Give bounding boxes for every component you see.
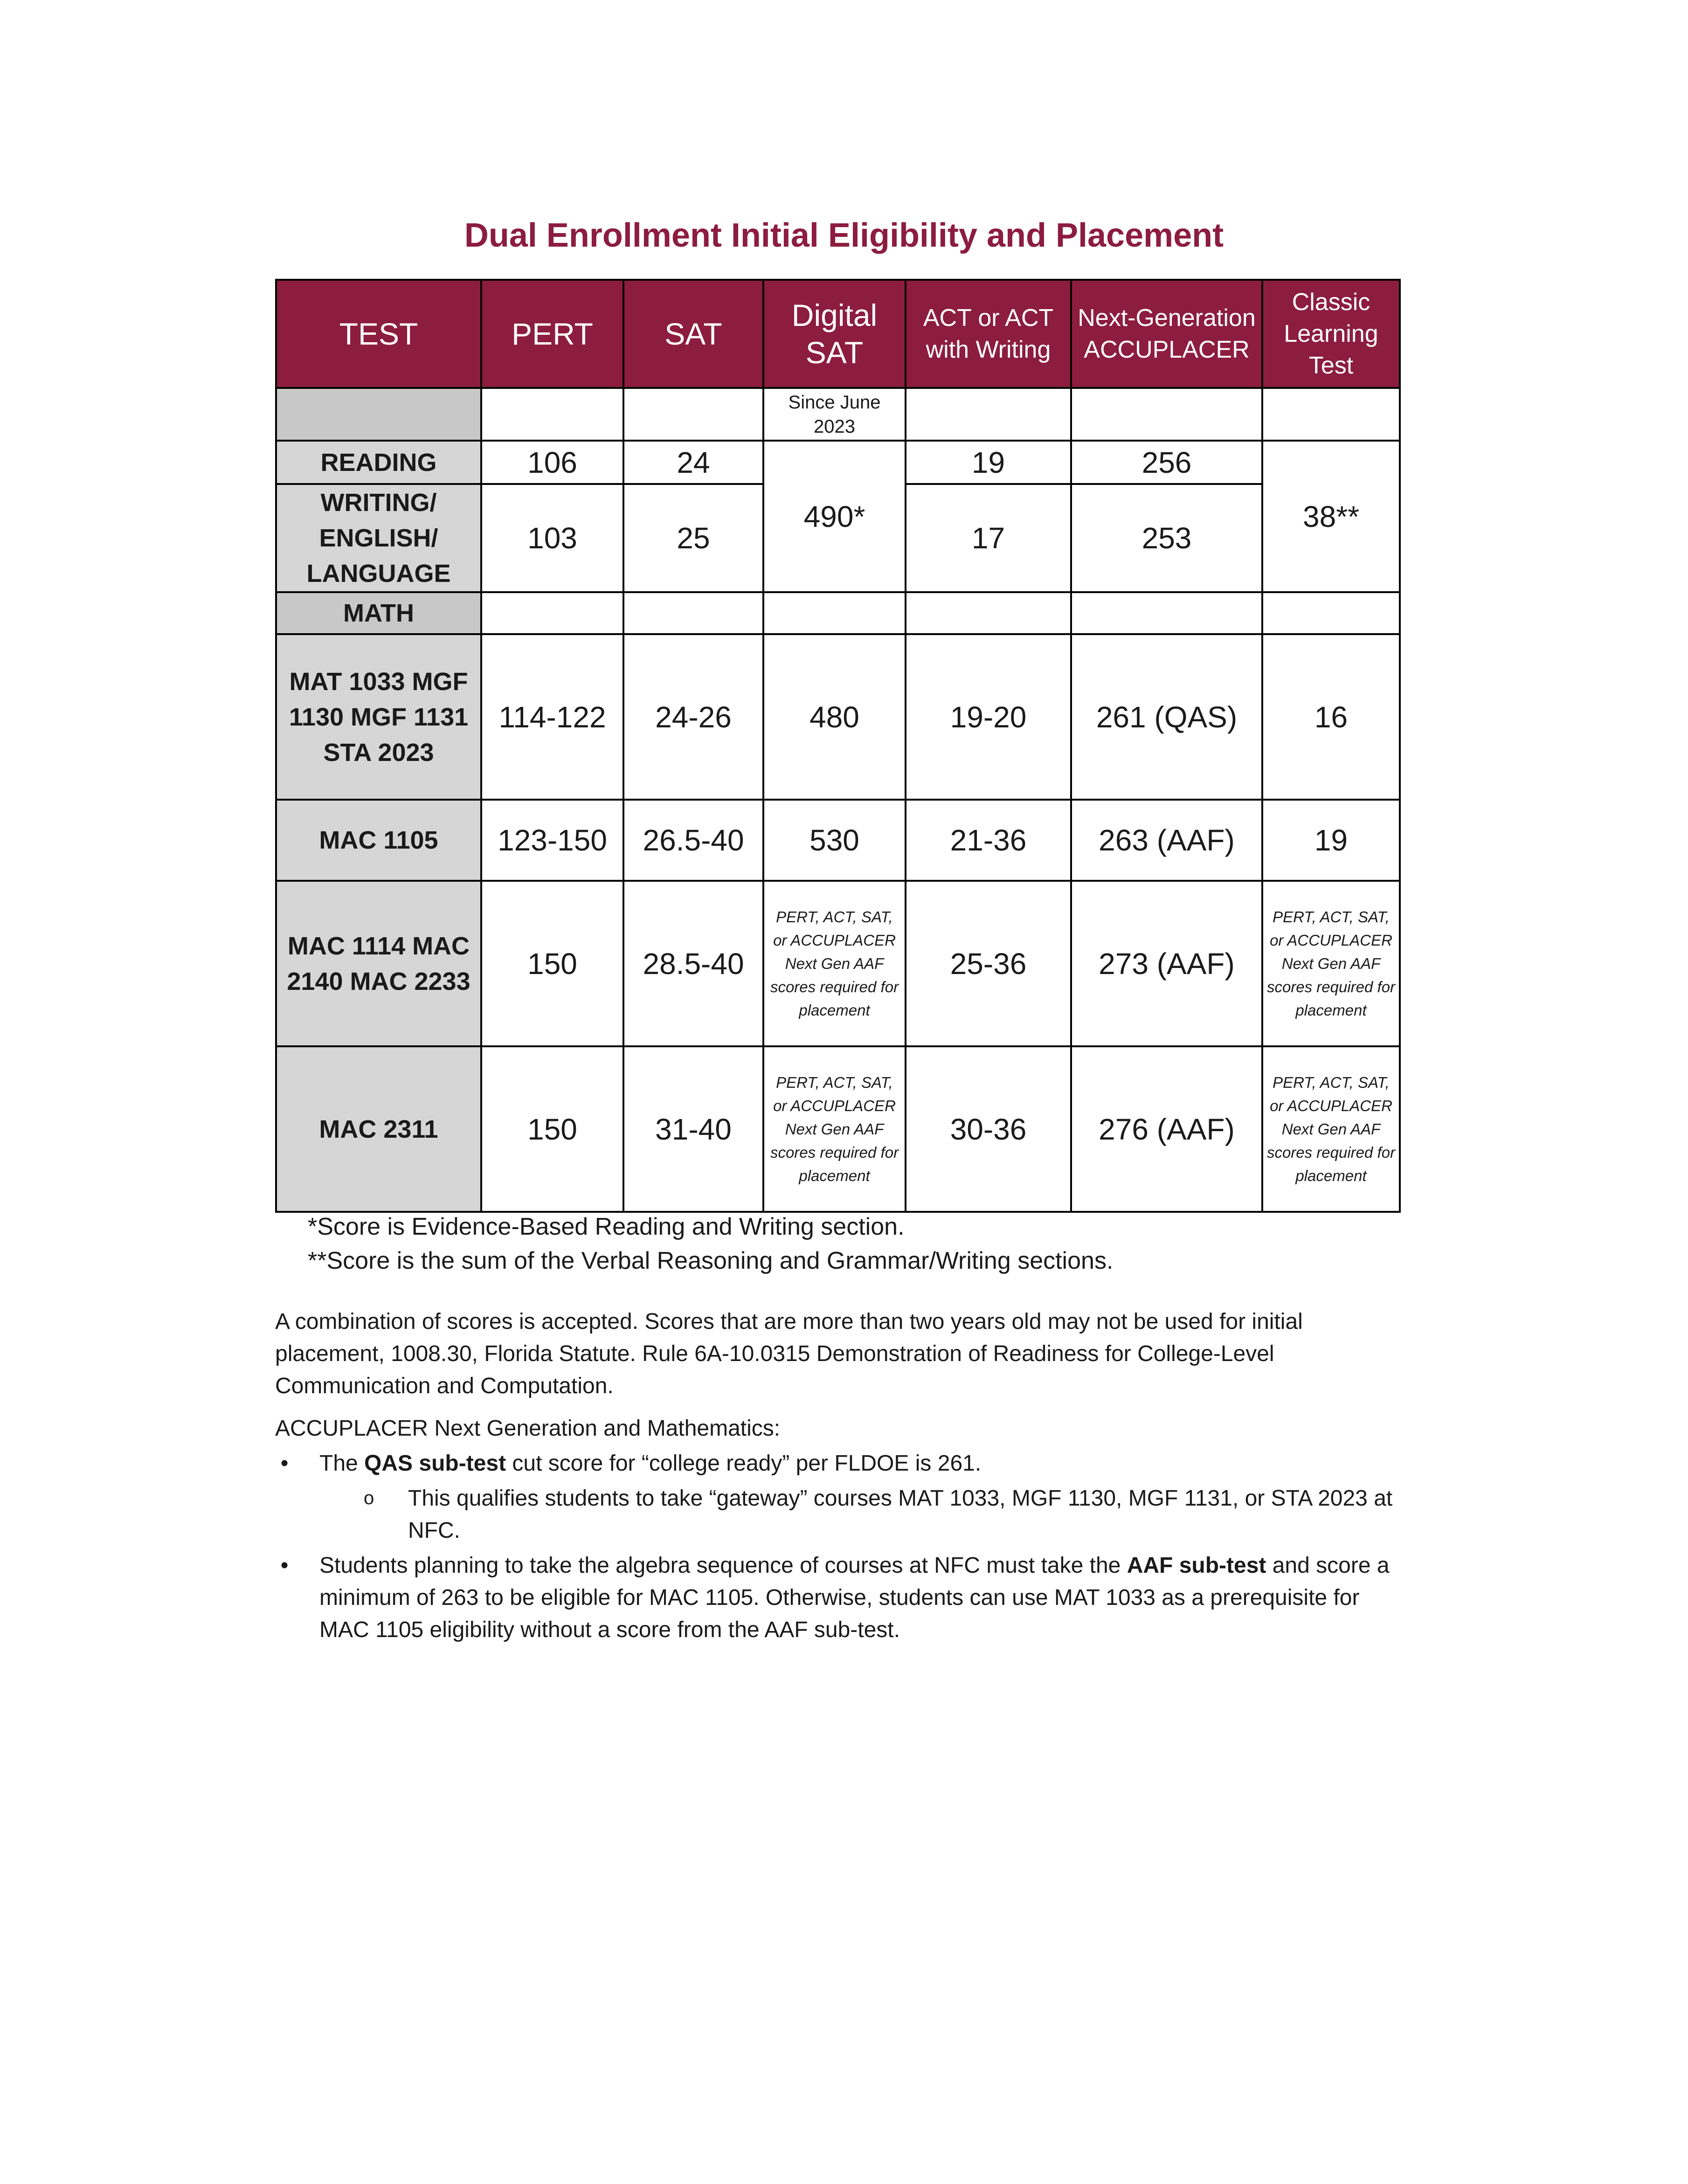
row-label-writing: WRITING/ ENGLISH/ LANGUAGE — [276, 484, 481, 592]
cell-sat: 28.5-40 — [623, 881, 763, 1046]
row-label-course: MAC 1114 MAC 2140 MAC 2233 — [276, 881, 481, 1046]
blank-cell — [906, 592, 1071, 634]
bullet-bold-text: QAS sub-test — [364, 1451, 506, 1476]
header-sat: SAT — [623, 280, 763, 388]
blank-cell — [1262, 388, 1400, 441]
blank-cell — [1071, 592, 1262, 634]
row-label-course: MAT 1033 MGF 1130 MGF 1131 STA 2023 — [276, 634, 481, 800]
table-row — [276, 634, 1400, 800]
blank-cell — [623, 592, 763, 634]
combination-paragraph: A combination of scores is accepted. Scores that are more than two years old may not be used for initial placement, 1008.30, Florida Statute. Rule 6A-10.0315 Demonstration of Readiness for College-Level Communication and Computation. — [275, 1309, 1303, 1398]
sub-bullet-text: This qualifies students to take “gateway” courses MAT 1033, MGF 1130, MGF 1131, or STA 2023 at NFC. — [408, 1486, 1393, 1543]
writing-act: 17 — [906, 484, 1071, 592]
bullet-text: Students planning to take the algebra sequence of courses at NFC must take the — [319, 1553, 1127, 1578]
blank-cell — [481, 388, 623, 441]
bullet-icon: • — [280, 1553, 289, 1578]
footnote-2: **Score is the sum of the Verbal Reasoning and Grammar/Writing sections. — [308, 1247, 1114, 1274]
row-label-course: MAC 1105 — [276, 800, 481, 881]
cell-accuplacer: 261 (QAS) — [1071, 634, 1262, 800]
accuplacer-heading: ACCUPLACER Next Generation and Mathematics: — [275, 1416, 781, 1441]
reading-accuplacer: 256 — [1071, 441, 1262, 484]
row-label-course: MAC 2311 — [276, 1046, 481, 1212]
table-row — [276, 881, 1400, 1046]
row-label-reading: READING — [276, 441, 481, 484]
header-pert: PERT — [481, 280, 623, 388]
header-accuplacer: Next-Generation ACCUPLACER — [1071, 280, 1262, 388]
digital-sat-note: Since June 2023 — [763, 388, 906, 441]
cell-sat: 26.5-40 — [623, 800, 763, 881]
bullet-icon: • — [280, 1451, 289, 1476]
blank-cell — [763, 592, 906, 634]
hollow-bullet-icon: o — [364, 1488, 374, 1508]
table-row-note — [276, 388, 1400, 441]
blank-cell — [906, 388, 1071, 441]
table-row — [276, 800, 1400, 881]
reading-pert: 106 — [481, 441, 623, 484]
writing-accuplacer: 253 — [1071, 484, 1262, 592]
cell-act: 25-36 — [906, 881, 1071, 1046]
blank-cell — [481, 592, 623, 634]
body-text — [275, 1306, 1404, 1649]
cell-accuplacer: 276 (AAF) — [1071, 1046, 1262, 1212]
list-item-sub — [275, 1482, 1404, 1547]
placement-table — [275, 279, 1401, 1213]
table-row-reading — [276, 441, 1400, 484]
page-title: Dual Enrollment Initial Eligibility and Placement — [464, 217, 1224, 254]
footnote-1: *Score is Evidence-Based Reading and Writing section. — [308, 1213, 905, 1240]
blank-cell — [623, 388, 763, 441]
cell-accuplacer: 263 (AAF) — [1071, 800, 1262, 881]
reading-sat: 24 — [623, 441, 763, 484]
row-label-math: MATH — [276, 592, 481, 634]
list-item — [275, 1549, 1404, 1646]
blank-label-cell — [276, 388, 481, 441]
header-digital-sat: Digital SAT — [763, 280, 906, 388]
writing-sat: 25 — [623, 484, 763, 592]
table-row — [276, 1046, 1400, 1212]
cell-digital-sat: 480 — [763, 634, 906, 800]
blank-cell — [1262, 592, 1400, 634]
cell-act: 21-36 — [906, 800, 1071, 881]
cell-digital-sat: PERT, ACT, SAT, or ACCUPLACER Next Gen AAF scores required for placement — [763, 881, 906, 1046]
reading-act: 19 — [906, 441, 1071, 484]
writing-pert: 103 — [481, 484, 623, 592]
cell-sat: 24-26 — [623, 634, 763, 800]
bullet-text: The — [319, 1451, 365, 1476]
header-clt: Classic Learning Test — [1262, 280, 1400, 388]
cell-sat: 31-40 — [623, 1046, 763, 1212]
cell-pert: 114-122 — [481, 634, 623, 800]
bullet-text: cut score for “college ready” per FLDOE is 261. — [506, 1451, 982, 1476]
cell-clt: PERT, ACT, SAT, or ACCUPLACER Next Gen AAF scores required for placement — [1262, 1046, 1400, 1212]
digital-sat-reading-writing: 490* — [763, 441, 906, 592]
list-item — [275, 1447, 1404, 1479]
cell-clt: 19 — [1262, 800, 1400, 881]
cell-clt: 16 — [1262, 634, 1400, 800]
cell-digital-sat: 530 — [763, 800, 906, 881]
header-test: TEST — [276, 280, 481, 388]
blank-cell — [1071, 388, 1262, 441]
footnotes — [308, 1210, 1399, 1278]
cell-pert: 123-150 — [481, 800, 623, 881]
cell-clt: PERT, ACT, SAT, or ACCUPLACER Next Gen AAF scores required for placement — [1262, 881, 1400, 1046]
header-act: ACT or ACT with Writing — [906, 280, 1071, 388]
cell-act: 19-20 — [906, 634, 1071, 800]
cell-digital-sat: PERT, ACT, SAT, or ACCUPLACER Next Gen AAF scores required for placement — [763, 1046, 906, 1212]
cell-pert: 150 — [481, 1046, 623, 1212]
bullet-text: and score a minimum of 263 to be eligible for MAC 1105. Otherwise, students can use MAT 1033 as a prerequisite for MAC 1105 eligibility without a score from the AAF sub-test. — [319, 1553, 1390, 1642]
cell-pert: 150 — [481, 881, 623, 1046]
bullet-list — [275, 1447, 1404, 1646]
clt-reading-writing: 38** — [1262, 441, 1400, 592]
cell-accuplacer: 273 (AAF) — [1071, 881, 1262, 1046]
bullet-bold-text: AAF sub-test — [1127, 1553, 1266, 1578]
header-row — [276, 280, 1400, 388]
table-row-math — [276, 592, 1400, 634]
cell-act: 30-36 — [906, 1046, 1071, 1212]
